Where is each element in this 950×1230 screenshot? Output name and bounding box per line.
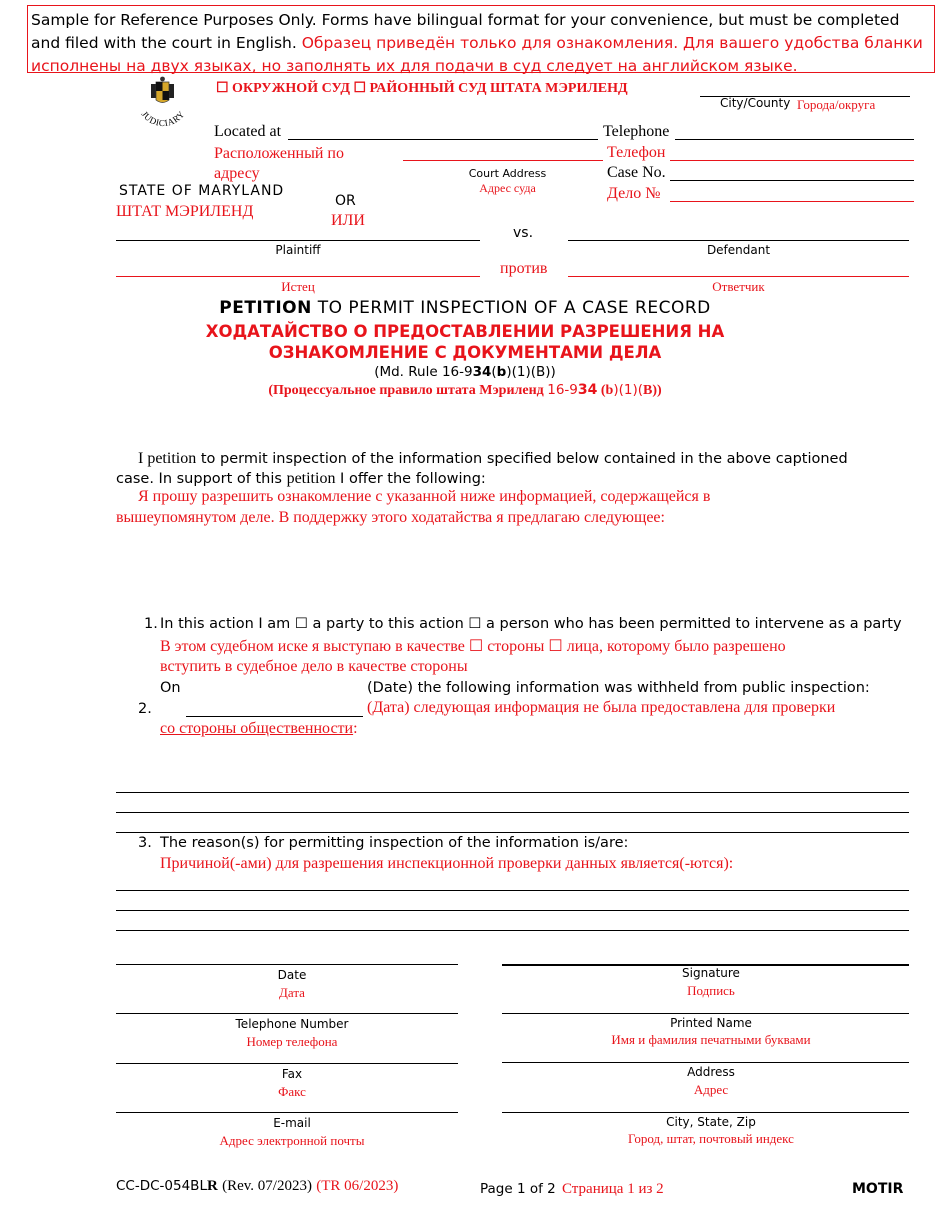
plaintiff-line[interactable] bbox=[116, 240, 480, 241]
defendant-line[interactable] bbox=[568, 240, 909, 241]
item2-ru-line2: со стороны общественности: bbox=[160, 720, 358, 737]
court-selection[interactable]: ☐ ОКРУЖНОЙ СУД ☐ РАЙОННЫЙ СУД ШТАТА МЭРИЛЕНД bbox=[216, 81, 628, 96]
case-no-label-ru: Дело № bbox=[607, 185, 661, 202]
or-label-ru: ИЛИ bbox=[331, 212, 365, 229]
city-county-label-ru: Города/округа bbox=[797, 97, 876, 112]
notice-russian: Образец приведён только для ознакомления. Для вашего удобства бланки исполнены на двух языках, но заполнять их для подачи в суд следует на английском языке. bbox=[31, 34, 923, 75]
maryland-judiciary-seal bbox=[131, 70, 195, 130]
printed-name-label: Printed Name bbox=[670, 1016, 752, 1030]
item3-answer-line-1[interactable] bbox=[116, 890, 909, 891]
item2-number: 2. bbox=[138, 701, 152, 717]
svg-text:JUDICIARY bbox=[139, 109, 186, 128]
telephone-number-line[interactable] bbox=[116, 1013, 458, 1014]
item3-answer-line-2[interactable] bbox=[116, 910, 909, 911]
item1-number: 1. bbox=[144, 616, 158, 632]
sample-notice bbox=[27, 5, 935, 73]
case-no-line[interactable] bbox=[670, 180, 914, 181]
case-no-line-ru bbox=[670, 201, 914, 202]
email-label-ru: Адрес электронной почты bbox=[219, 1133, 365, 1148]
city-county-label: City/County bbox=[720, 96, 791, 110]
city-state-zip-line[interactable] bbox=[502, 1112, 909, 1113]
state-of-maryland: STATE OF MARYLAND bbox=[119, 183, 285, 199]
printed-name-label-ru: Имя и фамилия печатными буквами bbox=[611, 1032, 811, 1047]
item3-ru: Причиной(-ами) для разрешения инспекционной проверки данных является(-ются): bbox=[160, 855, 734, 872]
form-title-ru-line1: ХОДАТАЙСТВО О ПРЕДОСТАВЛЕНИИ РАЗРЕШЕНИЯ НА bbox=[205, 322, 725, 341]
located-at-label-ru: Расположенный по адресу bbox=[214, 145, 344, 182]
title-rest: TO PERMIT INSPECTION OF A CASE RECORD bbox=[311, 298, 711, 318]
vs-label: vs. bbox=[513, 225, 534, 241]
court-address-label-ru: Адрес суда bbox=[479, 181, 536, 195]
defendant-label: Defendant bbox=[706, 243, 771, 257]
email-line[interactable] bbox=[116, 1112, 458, 1113]
plaintiff-label-ru: Истец bbox=[281, 279, 315, 294]
date-label-ru: Дата bbox=[279, 985, 305, 1000]
notice-english: Sample for Reference Purposes Only. Forms have bilingual format for your convenience, but must be completed and filed with the court in English. bbox=[31, 11, 900, 52]
located-at-line-ru bbox=[403, 160, 603, 161]
telephone-line-ru bbox=[670, 160, 914, 161]
date-line[interactable] bbox=[116, 964, 458, 965]
address-label-ru: Адрес bbox=[693, 1082, 729, 1097]
item2-ru-line1: (Дата) следующая информация не была предоставлена для проверки bbox=[367, 699, 836, 716]
item1-ru-line1[interactable]: В этом судебном иске я выступаю в качестве ☐ стороны ☐ лица, которому было разрешено bbox=[160, 638, 786, 655]
rule-reference-ru: (Процессуальное правило штата Мэриленд 16-934 (b)(1)(B)) bbox=[268, 382, 662, 398]
printed-name-line[interactable] bbox=[502, 1013, 909, 1014]
intro-ru-line2: вышеупомянутом деле. В поддержку этого ходатайства я предлагаю следующее: bbox=[116, 509, 665, 526]
court-address-label: Court Address bbox=[468, 167, 547, 180]
located-at-label: Located at bbox=[214, 123, 282, 140]
state-of-maryland-ru: ШТАТ МЭРИЛЕНД bbox=[116, 203, 254, 220]
telephone-line[interactable] bbox=[675, 139, 914, 140]
item2-answer-line-2[interactable] bbox=[116, 812, 909, 813]
case-no-label: Case No. bbox=[607, 164, 666, 181]
or-label: OR bbox=[335, 193, 356, 209]
city-state-zip-label-ru: Город, штат, почтовый индекс bbox=[628, 1131, 794, 1146]
form-number: CC-DC-054BLR (Rev. 07/2023) (TR 06/2023) bbox=[116, 1178, 399, 1194]
form-title bbox=[100, 298, 830, 318]
intro-line2: case. In support of this petition I offer the following: bbox=[116, 470, 486, 487]
fax-label: Fax bbox=[281, 1067, 303, 1081]
telephone-number-label: Telephone Number bbox=[235, 1017, 349, 1031]
page-number: Page 1 of 2 bbox=[480, 1181, 556, 1197]
item2-answer-line-1[interactable] bbox=[116, 792, 909, 793]
intro-ru-line1: Я прошу разрешить ознакомление с указанной ниже информацией, содержащейся в bbox=[138, 488, 711, 505]
rule-reference: (Md. Rule 16-934(b)(1)(B)) bbox=[374, 364, 556, 380]
telephone-number-label-ru: Номер телефона bbox=[246, 1034, 338, 1049]
item3-answer-line-3[interactable] bbox=[116, 930, 909, 931]
email-label: E-mail bbox=[273, 1116, 311, 1130]
city-state-zip-label: City, State, Zip bbox=[666, 1115, 756, 1129]
item3-text: The reason(s) for permitting inspection of the information is/are: bbox=[160, 835, 629, 851]
item2-date-line[interactable] bbox=[186, 716, 363, 717]
item2-date-text: (Date) the following information was withheld from public inspection: bbox=[367, 680, 870, 696]
address-line[interactable] bbox=[502, 1062, 909, 1063]
title-bold: PETITION bbox=[219, 298, 312, 318]
fax-line[interactable] bbox=[116, 1063, 458, 1064]
item2-on-label: On bbox=[160, 680, 181, 696]
located-at-line[interactable] bbox=[288, 139, 598, 140]
telephone-label-ru: Телефон bbox=[607, 144, 666, 161]
fax-label-ru: Факс bbox=[278, 1084, 306, 1099]
item1-ru-line2: вступить в судебное дело в качестве стороны bbox=[160, 658, 468, 675]
plaintiff-line-ru bbox=[116, 276, 480, 277]
date-label: Date bbox=[277, 968, 307, 982]
item3-number: 3. bbox=[138, 835, 152, 851]
signature-label-ru: Подпись bbox=[687, 983, 735, 998]
item2-answer-line-3[interactable] bbox=[116, 832, 909, 833]
telephone-label: Telephone bbox=[603, 123, 670, 140]
defendant-line-ru bbox=[568, 276, 909, 277]
signature-label: Signature bbox=[682, 966, 740, 980]
form-title-ru-line2: ОЗНАКОМЛЕНИЕ С ДОКУМЕНТАМИ ДЕЛА bbox=[268, 343, 662, 362]
vs-label-ru: против bbox=[500, 260, 548, 277]
page-number-ru: Страница 1 из 2 bbox=[562, 1181, 664, 1197]
intro-line1: I petition to permit inspection of the information specified below contained in the above captioned bbox=[138, 450, 848, 467]
form-code: MOTIR bbox=[852, 1181, 904, 1197]
plaintiff-label: Plaintiff bbox=[275, 243, 321, 257]
address-label: Address bbox=[687, 1065, 735, 1079]
defendant-label-ru: Ответчик bbox=[712, 279, 765, 294]
item1-text[interactable]: In this action I am ☐ a party to this action ☐ a person who has been permitted to intervene as a party bbox=[160, 616, 902, 632]
seal-text: JUDICIARY bbox=[139, 109, 187, 129]
